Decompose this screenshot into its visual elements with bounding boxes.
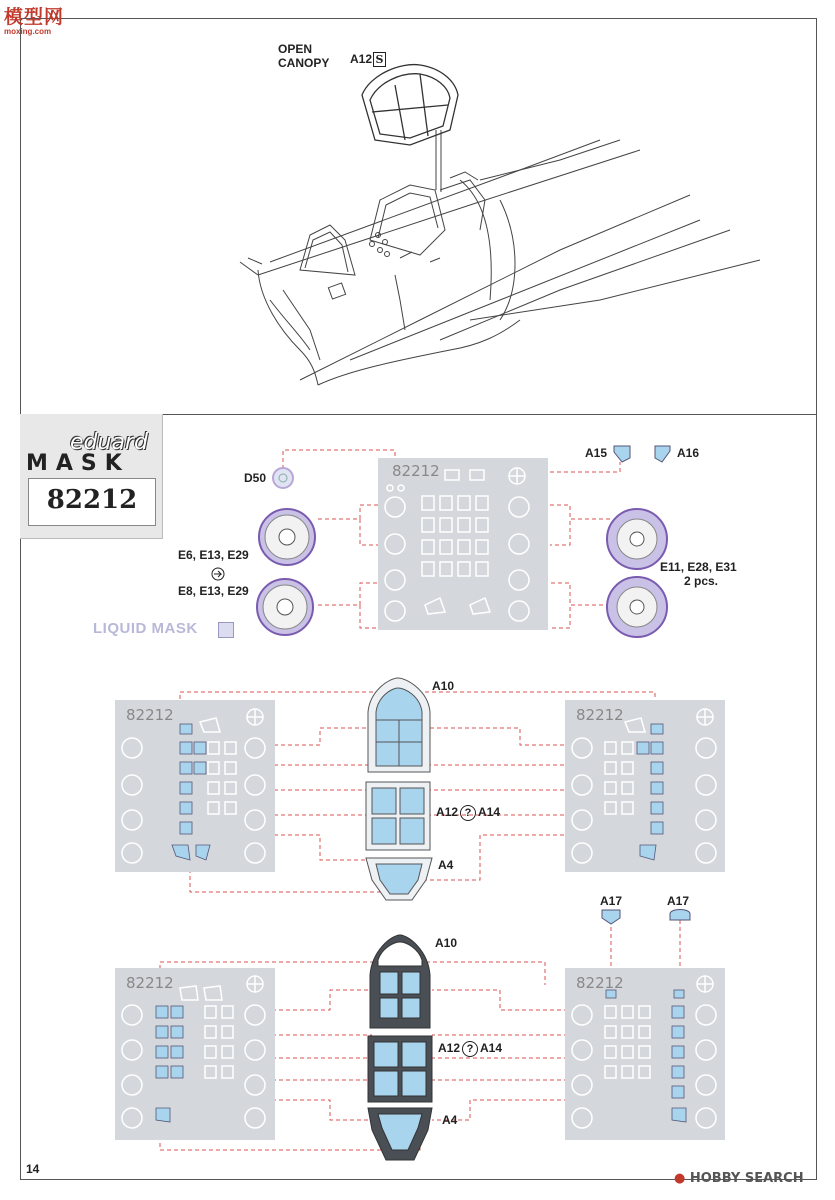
a17-piece-right — [670, 910, 690, 921]
mask-sheet-right-upper — [565, 700, 725, 872]
product-code: 82212 — [46, 485, 138, 515]
product-code-box — [28, 478, 156, 526]
part-symbol-box: S — [373, 52, 386, 67]
liquid-mask-swatch — [218, 622, 234, 638]
label-a12-a14-lower — [438, 1041, 502, 1057]
label-a16: A16 — [677, 446, 700, 460]
aircraft-cockpit-drawing — [240, 130, 760, 385]
label-pieces-count: 2 pcs. — [684, 574, 719, 588]
hobby-search-logo — [674, 1171, 804, 1186]
mask-sheet-right-lower — [565, 968, 725, 1140]
open-canopy-part — [362, 65, 458, 145]
a15-mask-piece — [614, 446, 630, 462]
canopy-part-ref — [350, 52, 386, 67]
a17-piece-left — [602, 910, 620, 924]
sheet-number-center: 82212 — [392, 462, 440, 480]
canopy-label: CANOPY — [278, 56, 330, 70]
hobby-search-text: HOBBY SEARCH — [689, 1171, 804, 1186]
canopy-assembly-light — [366, 678, 432, 900]
liquid-mask-label: LIQUID MASK — [93, 620, 198, 637]
label-a4-lower: A4 — [442, 1113, 458, 1127]
mask-sheet-center — [378, 458, 548, 630]
label-a17-right: A17 — [667, 894, 690, 908]
label-a15: A15 — [585, 446, 608, 460]
watermark-text: 模型网 — [4, 6, 65, 28]
label-a17-left: A17 — [600, 894, 623, 908]
label-a10-upper: A10 — [432, 679, 455, 693]
page-number: 14 — [26, 1162, 40, 1176]
label-a4-upper: A4 — [438, 858, 454, 872]
eduard-mask-brand-box — [20, 414, 163, 539]
label-e11-e28-e31: E11, E28, E31 — [660, 560, 737, 574]
product-type: MASK — [26, 451, 130, 476]
question-icon: ? — [460, 805, 476, 821]
wheel-right-lower — [607, 577, 667, 637]
wheel-right-upper — [607, 509, 667, 569]
d50-disc — [273, 468, 293, 488]
hobby-search-mark-icon: ● — [674, 1171, 686, 1186]
label-e6-e13-e29: E6, E13, E29 — [178, 548, 249, 562]
wheel-left-lower — [257, 579, 313, 635]
sheet-number-right-lower: 82212 — [576, 974, 624, 992]
wheel-left-upper — [259, 509, 315, 565]
mask-sheet-left-lower — [115, 968, 275, 1140]
brand-name: eduard — [70, 430, 148, 455]
sheet-number-left-upper: 82212 — [126, 706, 174, 724]
watermark-url: moxing.com — [4, 27, 52, 36]
sheet-number-right-upper: 82212 — [576, 706, 624, 724]
label-a12-upper: A12 — [436, 805, 459, 819]
arrow-marker-icon — [212, 568, 224, 580]
canopy-part-number: A12 — [350, 52, 373, 66]
label-a12-a14-upper — [436, 805, 500, 821]
label-a12-lower: A12 — [438, 1041, 461, 1055]
label-d50: D50 — [244, 471, 267, 485]
label-a14-lower: A14 — [480, 1041, 503, 1055]
sheet-number-left-lower: 82212 — [126, 974, 174, 992]
label-a10-lower: A10 — [435, 936, 458, 950]
mask-sheet-left-upper — [115, 700, 275, 872]
canopy-assembly-dark — [368, 935, 432, 1160]
a16-mask-piece — [655, 446, 670, 462]
open-label: OPEN — [278, 42, 313, 56]
label-e8-e13-e29: E8, E13, E29 — [178, 584, 249, 598]
question-icon: ? — [462, 1041, 478, 1057]
label-a14-upper: A14 — [478, 805, 501, 819]
